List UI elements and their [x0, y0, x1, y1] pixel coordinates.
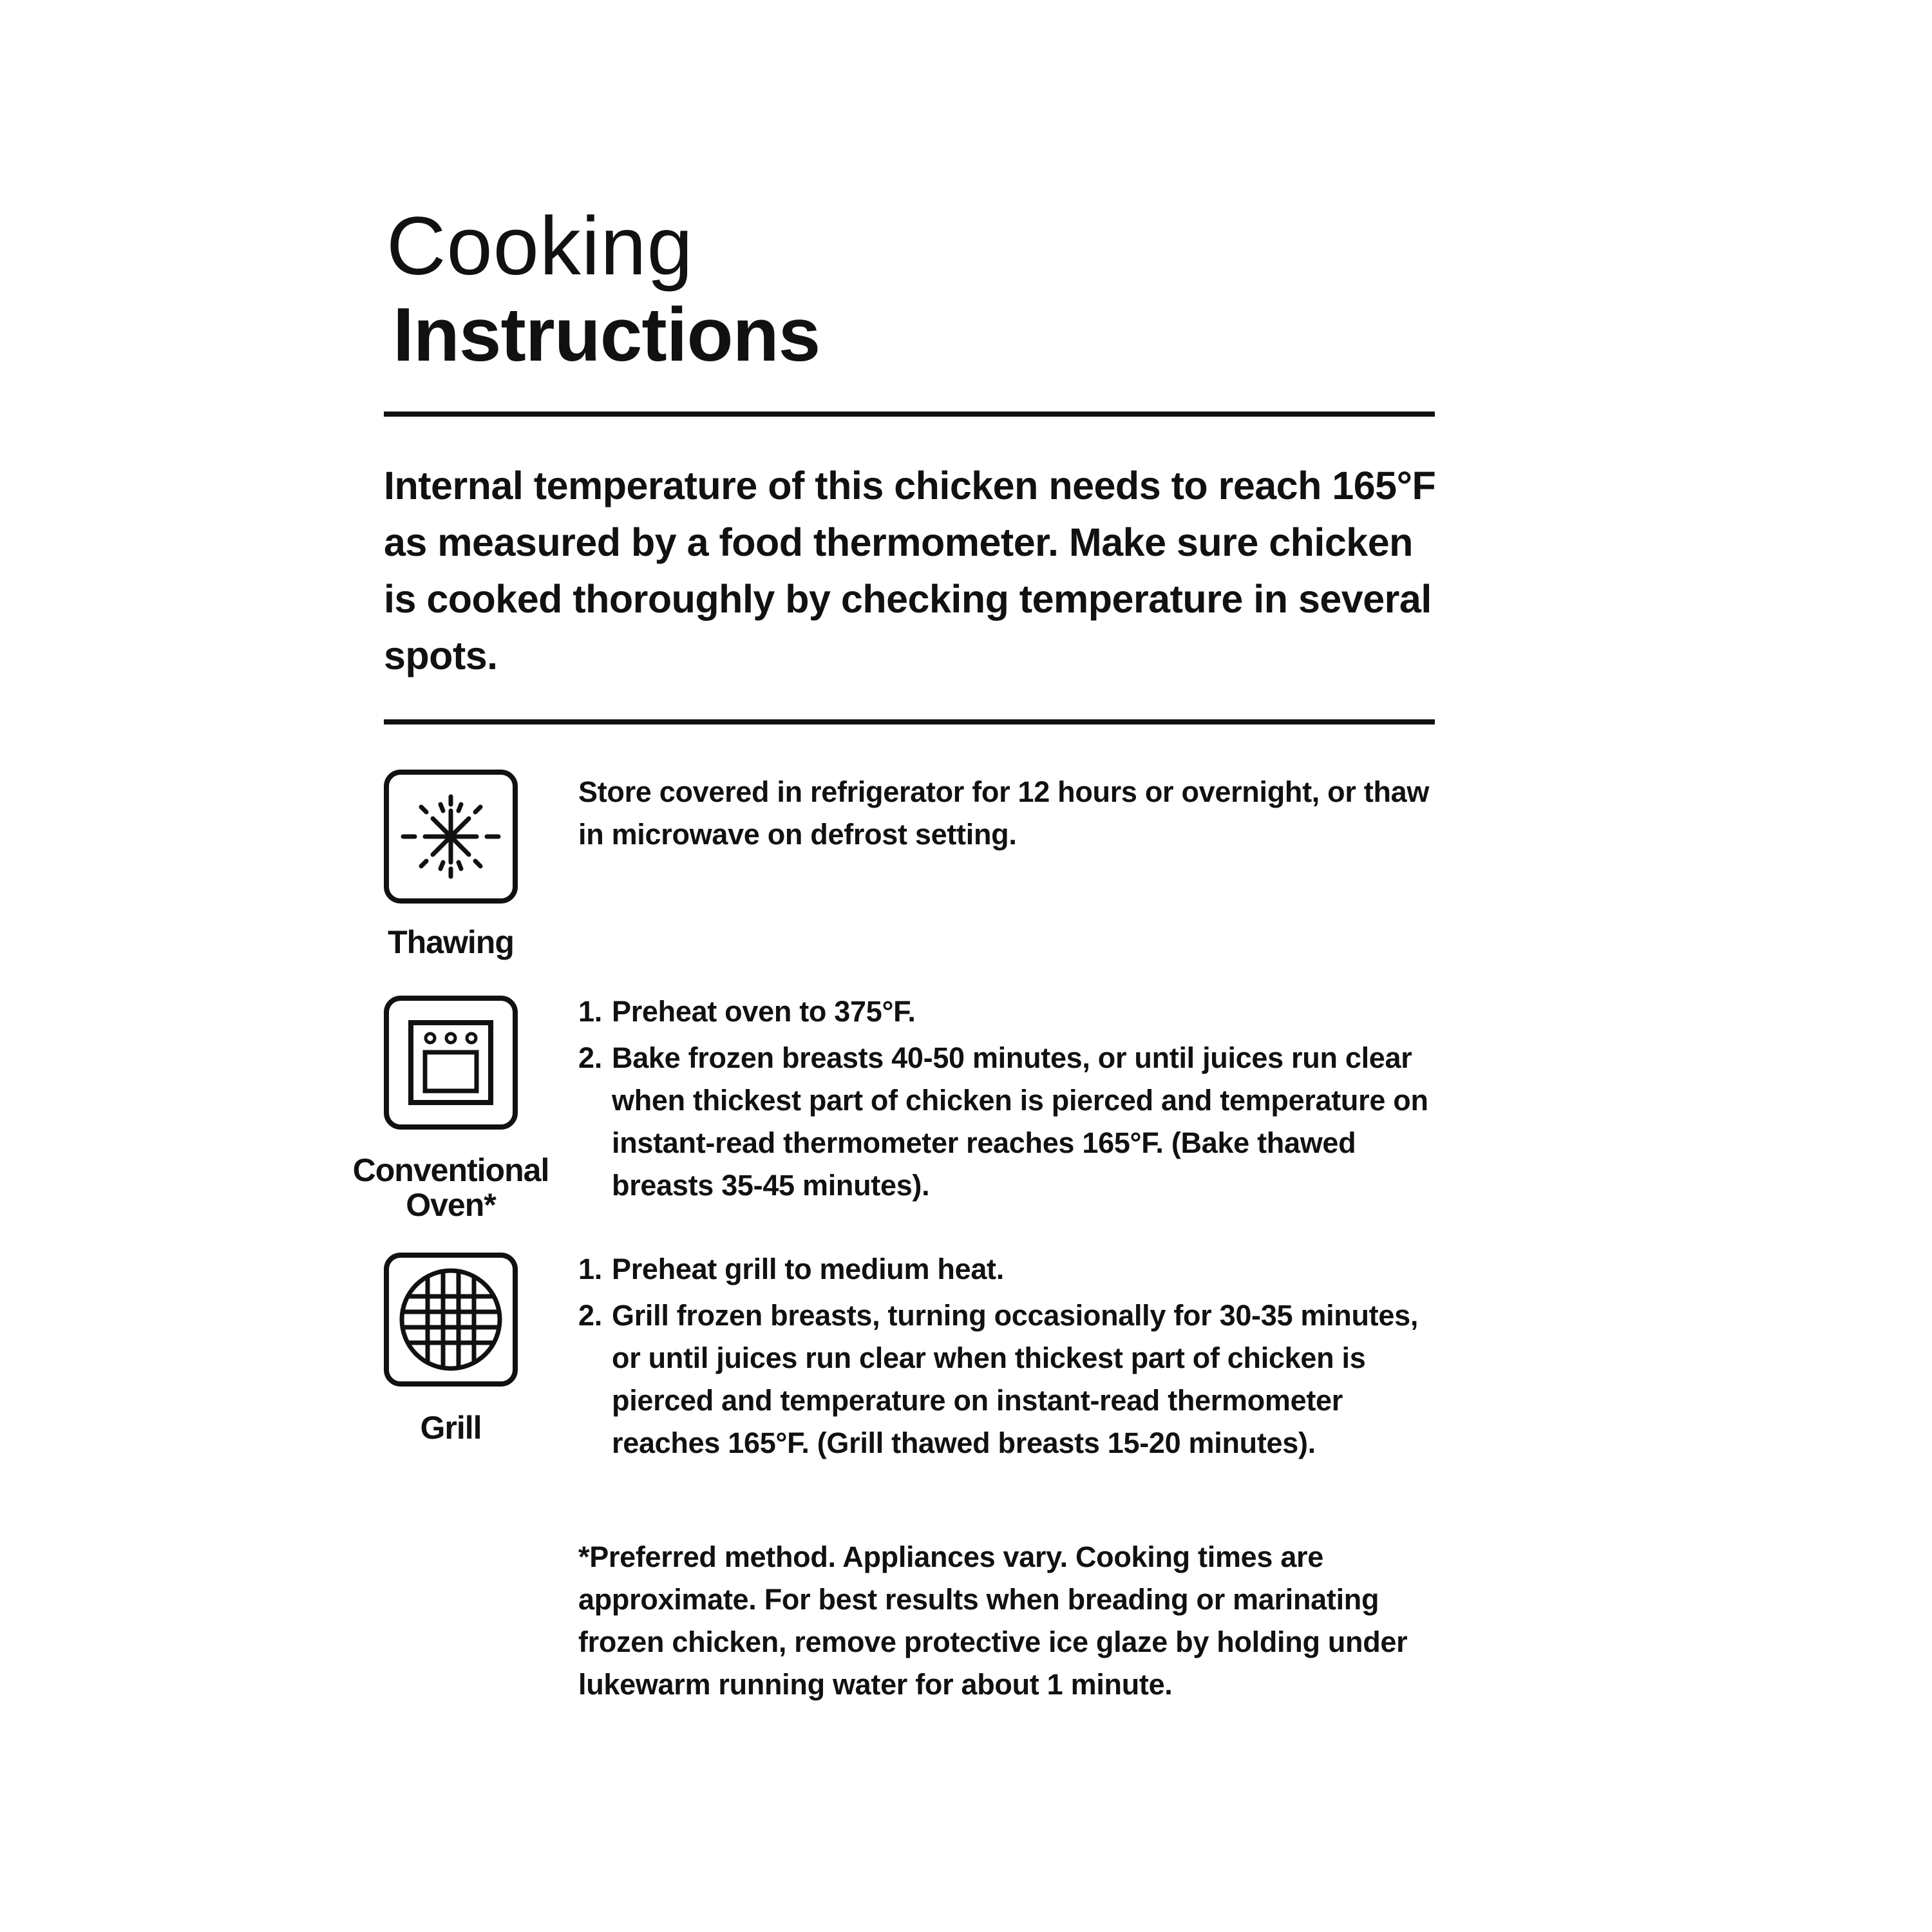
thawing-label: Thawing [388, 924, 514, 960]
grill-icon-box [384, 1253, 518, 1387]
thawing-text: Store covered in refrigerator for 12 hours or overnight, or thaw in microwave on defrost setting. [578, 775, 1430, 851]
grill-step-1: 1. Preheat grill to medium heat. [578, 1253, 1004, 1285]
grill-step-2: 2. Grill frozen breasts, turning occasionally for 30-35 minutes, or until juices run clear when thickest part of chicken is pierced and temperature on instant-read thermometer reaches 165°F. (Grill thawed breasts 15-20 minutes). [578, 1299, 1419, 1459]
oven-step-2: 2. Bake frozen breasts 40-50 minutes, or until juices run clear when thickest part of chicken is pierced and temperature on instant-read thermometer reaches 165°F. (Bake thawed breasts 35-45 minutes). [578, 1041, 1428, 1202]
intro-paragraph: Internal temperature of this chicken needs to reach 165°F as measured by a food thermometer. Make sure chicken is cooked thoroughly by checking temperature in several spots. [384, 464, 1436, 677]
title-cooking: Cooking [386, 200, 694, 292]
divider-top [384, 412, 1435, 417]
footnote: *Preferred method. Appliances vary. Cooking times are approximate. For best results when breading or marinating frozen chicken, remove protective ice glaze by holding under lukewarm running water for about 1 minute. [578, 1540, 1408, 1701]
grill-icon [389, 1258, 513, 1381]
grill-steps [578, 1248, 1435, 1464]
oven-steps [578, 990, 1435, 1207]
oven-step-1: 1. Preheat oven to 375°F. [578, 995, 916, 1028]
oven-label: Conventional Oven* [352, 1152, 549, 1223]
oven-icon-box [384, 996, 518, 1130]
snowflake-icon [389, 775, 513, 898]
oven-icon [389, 1001, 513, 1124]
thawing-icon-box [384, 770, 518, 904]
grill-label: Grill [420, 1410, 482, 1446]
title-instructions: Instructions [393, 292, 820, 377]
divider-bottom [384, 719, 1435, 724]
